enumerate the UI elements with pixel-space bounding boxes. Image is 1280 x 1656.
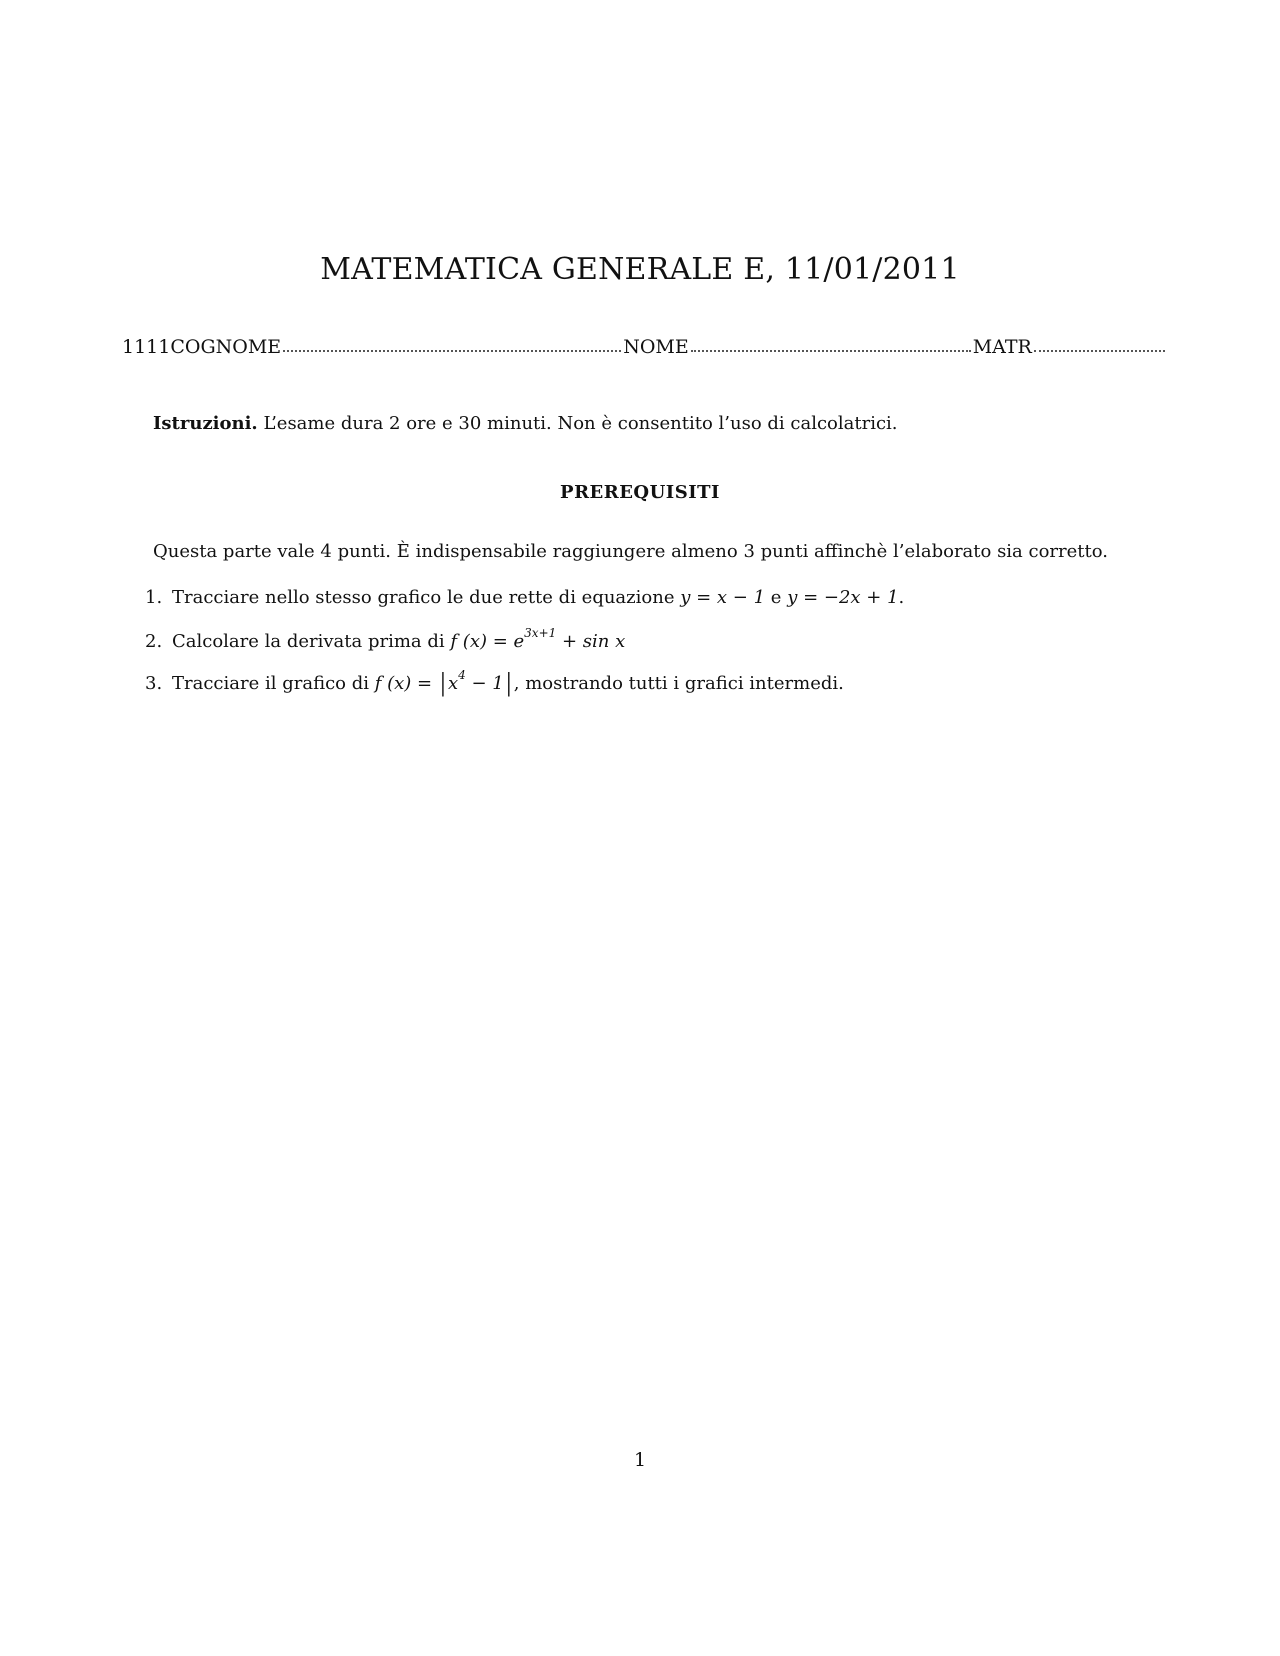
matr-field[interactable]	[1034, 349, 1165, 352]
page-title: MATEMATICA GENERALE E, 11/01/2011	[320, 252, 960, 287]
section-title: PREREQUISITI	[560, 482, 720, 503]
exercise-3	[145, 668, 844, 698]
function-lhs: f (x) =	[374, 673, 433, 694]
function-definition	[374, 668, 514, 698]
abs-close: |	[505, 669, 512, 698]
exercise-text: Tracciare il grafico di	[172, 673, 369, 694]
exercise-text: Tracciare nello stesso grafico le due rette di equazione	[172, 587, 675, 608]
equation-1: y = x − 1	[680, 587, 766, 608]
exercise-number: 2.	[145, 631, 163, 652]
page-number: 1	[633, 1449, 647, 1471]
nome-field[interactable]	[691, 349, 971, 352]
exercise-number: 3.	[145, 673, 163, 694]
function-definition	[450, 626, 626, 652]
cognome-field[interactable]	[283, 349, 621, 352]
function-tail: + sin x	[556, 631, 626, 652]
student-id-line	[122, 336, 1167, 358]
conjunction: e	[770, 587, 782, 608]
end-punct: .	[898, 587, 905, 608]
id-prefix: 1111	[122, 336, 171, 358]
nome-label: NOME	[623, 336, 689, 358]
inner-var: x	[447, 673, 459, 694]
matr-label: MATR	[972, 336, 1032, 358]
exponent: 4	[458, 668, 466, 682]
exercise-text: Calcolare la derivata prima di	[172, 631, 445, 652]
cognome-label: COGNOME	[170, 336, 282, 358]
section-intro: Questa parte vale 4 punti. È indispensabile raggiungere almeno 3 punti affinchè l’elaborato sia corretto.	[153, 541, 1109, 562]
exponent: 3x+1	[524, 626, 557, 640]
inner-tail: − 1	[465, 673, 504, 694]
abs-open: |	[439, 669, 446, 698]
exercise-1	[145, 587, 904, 608]
equation-2: y = −2x + 1	[787, 587, 899, 608]
instructions-label: Istruzioni.	[153, 413, 258, 434]
instructions	[153, 413, 898, 434]
exercise-number: 1.	[145, 587, 163, 608]
exercise-2	[145, 626, 626, 652]
exercise-rest: , mostrando tutti i grafici intermedi.	[513, 673, 844, 694]
instructions-text: L’esame dura 2 ore e 30 minuti. Non è consentito l’uso di calcolatrici.	[263, 413, 898, 434]
function-lhs: f (x) = e	[450, 631, 525, 652]
